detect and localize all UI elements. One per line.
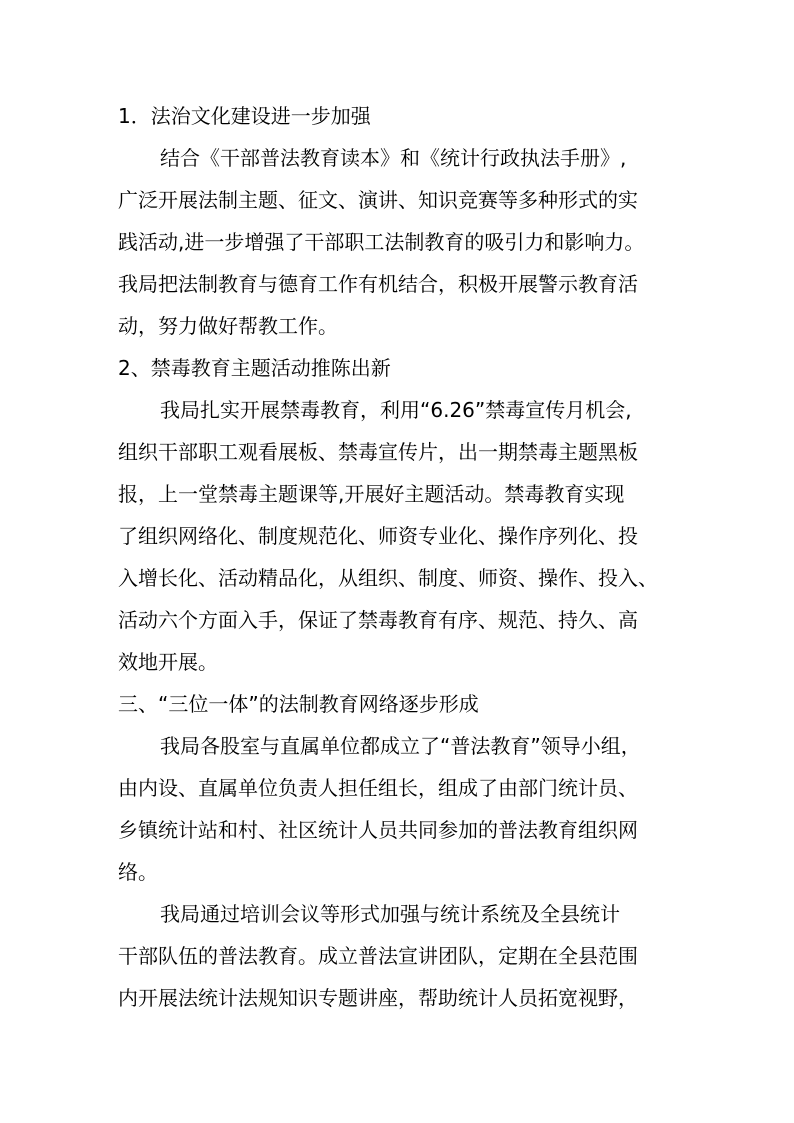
paragraph-line: 报，上一堂禁毒主题课等,开展好主题活动。禁毒教育实现 [118, 482, 625, 506]
paragraph-line: 内开展法统计法规知识专题讲座，帮助统计人员拓宽视野， [118, 986, 638, 1010]
paragraph-line: 由内设、直属单位负责人担任组长，组成了由部门统计员、 [118, 776, 638, 800]
paragraph-line: 我局把法制教育与德育工作有机结合，积极开展警示教育活 [118, 272, 638, 296]
paragraph-line: 动，努力做好帮教工作。 [118, 314, 338, 338]
paragraph-line: 了组织网络化、制度规范化、师资专业化、操作序列化、投 [118, 524, 638, 548]
paragraph-line: 广泛开展法制主题、征文、演讲、知识竞赛等多种形式的实 [118, 188, 638, 212]
paragraph-line: 践活动,进一步增强了干部职工法制教育的吸引力和影响力。 [118, 230, 645, 254]
section-heading-2: 2、禁毒教育主题活动推陈出新 [118, 356, 391, 380]
section-heading-3: 三、“三位一体”的法制教育网络逐步形成 [118, 692, 479, 716]
section-heading-1: 1．法治文化建设进一步加强 [118, 104, 371, 128]
paragraph-line: 干部队伍的普法教育。成立普法宣讲团队，定期在全县范围 [118, 944, 638, 968]
paragraph-line: 活动六个方面入手，保证了禁毒教育有序、规范、持久、高 [118, 608, 638, 632]
paragraph-line: 我局通过培训会议等形式加强与统计系统及全县统计 [160, 902, 620, 926]
paragraph-line: 我局扎实开展禁毒教育，利用“6.26”禁毒宣传月机会, [160, 398, 632, 422]
paragraph-line: 组织干部职工观看展板、禁毒宣传片，出一期禁毒主题黑板 [118, 440, 638, 464]
paragraph-line: 效地开展。 [118, 650, 218, 674]
paragraph-line: 乡镇统计站和村、社区统计人员共同参加的普法教育组织网 [118, 818, 638, 842]
paragraph-line: 入增长化、活动精品化，从组织、制度、师资、操作、投入、 [118, 566, 658, 590]
paragraph-line: 我局各股室与直属单位都成立了“普法教育”领导小组， [160, 734, 641, 758]
paragraph-line: 络。 [118, 860, 158, 884]
paragraph-line: 结合《干部普法教育读本》和《统计行政执法手册》, [160, 146, 627, 170]
